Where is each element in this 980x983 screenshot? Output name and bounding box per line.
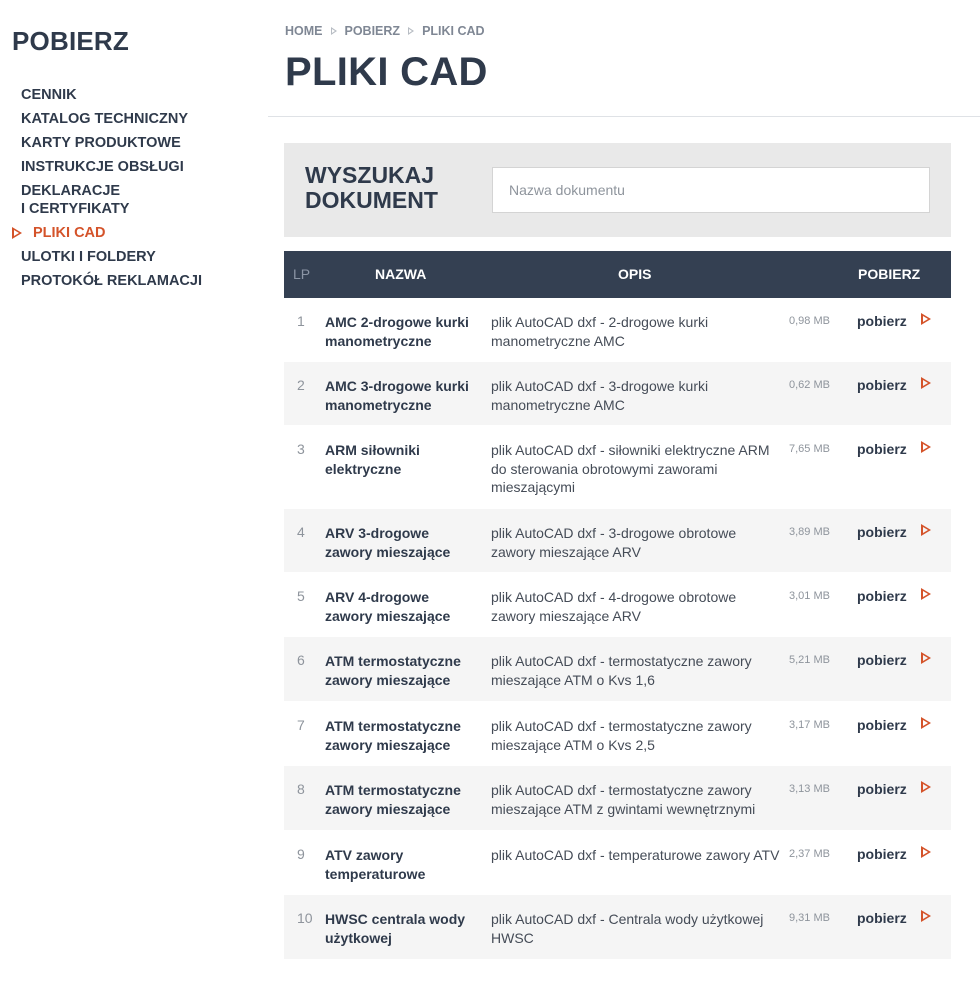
row-file-size: 7,65 MB <box>789 443 830 455</box>
row-name: AMC 2-drogowe kurki manometryczne <box>325 314 469 349</box>
row-name: ATV zawory temperaturowe <box>325 847 426 882</box>
download-label: pobierz <box>857 910 907 926</box>
download-label: pobierz <box>857 377 907 393</box>
row-description: plik AutoCAD dxf - 3-drogowe obrotowe zawory mieszające ARV <box>491 525 737 560</box>
row-description: plik AutoCAD dxf - Centrala wody użytkowej HWSC <box>491 911 764 946</box>
search-label-line1: WYSZUKAJ <box>305 162 435 188</box>
download-link[interactable] <box>857 377 931 393</box>
sidebar-item-deklaracje[interactable] <box>0 182 268 218</box>
row-lp: 9 <box>297 846 305 862</box>
row-name: ATM termostatyczne zawory mieszające <box>325 718 461 753</box>
row-description: plik AutoCAD dxf - termostatyczne zawory mieszające ATM o Kvs 1,6 <box>491 653 752 688</box>
search-panel <box>284 143 951 237</box>
download-link[interactable] <box>857 652 931 668</box>
download-arrow-icon[interactable] <box>921 652 931 664</box>
sidebar-item-ulotki-i-foldery[interactable]: ULOTKI I FOLDERY <box>21 249 156 265</box>
sidebar-item-karty-produktowe[interactable]: KARTY PRODUKTOWE <box>21 135 181 151</box>
documents-table <box>284 251 951 960</box>
row-name: ATM termostatyczne zawory mieszające <box>325 782 461 817</box>
row-file-size: 5,21 MB <box>789 654 830 666</box>
row-name: ARV 4-drogowe zawory mieszające <box>325 589 451 624</box>
download-arrow-icon[interactable] <box>921 588 931 600</box>
breadcrumb-current: PLIKI CAD <box>422 24 485 38</box>
row-description: plik AutoCAD dxf - 4-drogowe obrotowe zawory mieszające ARV <box>491 589 737 624</box>
download-arrow-icon[interactable] <box>921 313 931 325</box>
row-file-size: 3,89 MB <box>789 526 830 538</box>
sidebar-item-pliki-cad[interactable] <box>0 224 268 242</box>
row-file-size: 3,13 MB <box>789 783 830 795</box>
download-arrow-icon[interactable] <box>921 717 931 729</box>
breadcrumb-home[interactable]: HOME <box>285 24 323 38</box>
download-label: pobierz <box>857 313 907 329</box>
download-arrow-icon[interactable] <box>921 781 931 793</box>
row-lp: 2 <box>297 377 305 393</box>
download-link[interactable] <box>857 717 931 733</box>
header-divider <box>268 116 980 117</box>
row-lp: 3 <box>297 441 305 457</box>
table-row <box>284 362 951 426</box>
download-link[interactable] <box>857 313 931 329</box>
table-row <box>284 426 951 509</box>
row-description: plik AutoCAD dxf - termostatyczne zawory mieszające ATM z gwintami wewnętrznymi <box>491 782 756 817</box>
table-row <box>284 509 951 573</box>
download-link[interactable] <box>857 588 931 604</box>
row-lp: 10 <box>297 910 313 926</box>
row-description: plik AutoCAD dxf - termostatyczne zawory mieszające ATM o Kvs 2,5 <box>491 718 752 753</box>
breadcrumb <box>285 24 485 38</box>
download-link[interactable] <box>857 846 931 862</box>
download-label: pobierz <box>857 441 907 457</box>
row-lp: 7 <box>297 717 305 733</box>
page-title: PLIKI CAD <box>285 50 488 94</box>
download-arrow-icon[interactable] <box>921 377 931 389</box>
row-file-size: 2,37 MB <box>789 848 830 860</box>
download-label: pobierz <box>857 588 907 604</box>
row-name: ARM siłowniki elektryczne <box>325 442 420 477</box>
sidebar-item-label-line1: DEKLARACJE <box>21 183 121 199</box>
sidebar-item-label-line2: I CERTYFIKATY <box>21 201 130 217</box>
breadcrumb-separator-icon <box>408 27 414 35</box>
row-description: plik AutoCAD dxf - siłowniki elektryczne ARM do sterowania obrotowymi zaworami mieszającymi <box>491 442 770 495</box>
header-description: OPIS <box>618 266 652 282</box>
sidebar-item-cennik[interactable]: CENNIK <box>21 87 77 103</box>
download-label: pobierz <box>857 781 907 797</box>
breadcrumb-separator-icon <box>331 27 337 35</box>
table-row <box>284 831 951 895</box>
download-arrow-icon[interactable] <box>921 524 931 536</box>
download-link[interactable] <box>857 910 931 926</box>
table-row <box>284 637 951 702</box>
row-name: AMC 3-drogowe kurki manometryczne <box>325 378 469 413</box>
breadcrumb-pobierz[interactable]: POBIERZ <box>344 24 401 38</box>
sidebar-item-protokol-reklamacji[interactable]: PROTOKÓŁ REKLAMACJI <box>21 273 202 289</box>
search-label <box>305 163 438 213</box>
download-link[interactable] <box>857 441 931 457</box>
active-arrow-icon <box>12 227 22 239</box>
row-name: ARV 3-drogowe zawory mieszające <box>325 525 451 560</box>
table-row <box>284 702 951 766</box>
search-input[interactable] <box>492 167 930 213</box>
row-lp: 8 <box>297 781 305 797</box>
download-link[interactable] <box>857 781 931 797</box>
row-lp: 6 <box>297 652 305 668</box>
row-name: ATM termostatyczne zawory mieszające <box>325 653 461 688</box>
row-file-size: 0,62 MB <box>789 379 830 391</box>
header-download: POBIERZ <box>858 266 921 282</box>
table-row <box>284 895 951 960</box>
row-file-size: 0,98 MB <box>789 315 830 327</box>
header-lp: LP <box>293 266 311 282</box>
download-label: pobierz <box>857 524 907 540</box>
table-header <box>284 251 951 298</box>
download-arrow-icon[interactable] <box>921 846 931 858</box>
sidebar-item-instrukcje-obslugi[interactable]: INSTRUKCJE OBSŁUGI <box>21 159 184 175</box>
row-name: HWSC centrala wody użytkowej <box>325 911 466 946</box>
download-label: pobierz <box>857 717 907 733</box>
row-lp: 5 <box>297 588 305 604</box>
table-row <box>284 766 951 831</box>
download-link[interactable] <box>857 524 931 540</box>
sidebar-item-label: PLIKI CAD <box>33 225 106 241</box>
row-lp: 4 <box>297 524 305 540</box>
table-row <box>284 298 951 362</box>
download-arrow-icon[interactable] <box>921 910 931 922</box>
row-description: plik AutoCAD dxf - temperaturowe zawory ATV <box>491 847 780 863</box>
sidebar-nav <box>0 86 268 296</box>
search-label-line2: DOKUMENT <box>305 187 438 213</box>
row-lp: 1 <box>297 313 305 329</box>
sidebar-item-katalog-techniczny[interactable]: KATALOG TECHNICZNY <box>21 111 189 127</box>
table-body <box>284 298 951 960</box>
download-arrow-icon[interactable] <box>921 441 931 453</box>
row-description: plik AutoCAD dxf - 2-drogowe kurki manometryczne AMC <box>491 314 709 349</box>
download-label: pobierz <box>857 846 907 862</box>
row-description: plik AutoCAD dxf - 3-drogowe kurki manometryczne AMC <box>491 378 709 413</box>
header-name: NAZWA <box>375 266 427 282</box>
sidebar-title: POBIERZ <box>12 26 129 56</box>
row-file-size: 9,31 MB <box>789 912 830 924</box>
download-label: pobierz <box>857 652 907 668</box>
row-file-size: 3,01 MB <box>789 590 830 602</box>
row-file-size: 3,17 MB <box>789 719 830 731</box>
table-row <box>284 573 951 637</box>
